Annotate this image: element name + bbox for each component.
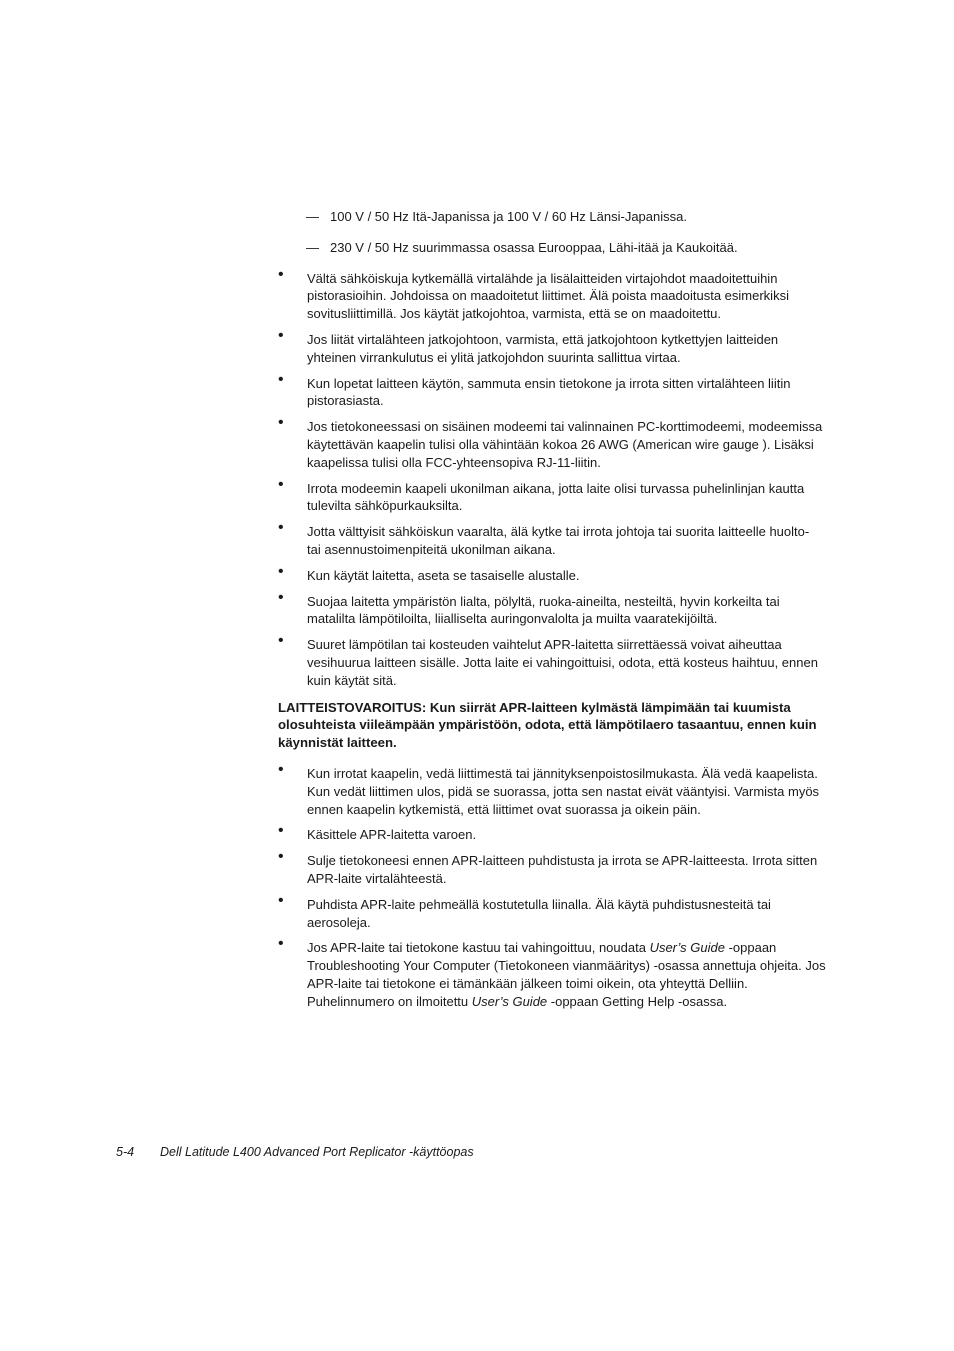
bullet-mark: • xyxy=(278,265,284,283)
page-body xyxy=(278,208,826,1018)
bullet-list-a xyxy=(278,265,826,690)
bullet-item xyxy=(278,265,826,323)
bullet-item xyxy=(278,632,826,689)
bullet-mark: • xyxy=(278,562,284,580)
bullet-mark: • xyxy=(278,414,284,432)
bullet-item xyxy=(278,519,826,559)
bullet-text: Suuret lämpötilan tai kosteuden vaihtelut APR-laitetta siirrettäessä voivat aiheuttaa vesihuurua laitteen sisälle. Jotta laite ei vahingoittuisi, odota, että kosteus haihtuu, ennen kuin käytät sitä. xyxy=(307,637,818,688)
bullet-mark: • xyxy=(278,588,284,606)
bullet-item xyxy=(278,326,826,367)
dash-list-item xyxy=(278,208,826,226)
bullet-mark: • xyxy=(278,475,284,493)
hardware-warning: LAITTEISTOVAROITUS: Kun siirrät APR-laitteen kylmästä lämpimään tai kuumista olosuhteista viileämpään ympäristöön, odota, että lämpötilaero tasaantuu, ennen kuin käynnistät laitteen. xyxy=(278,699,817,751)
bullet-text-part: -oppaan Troubleshooting Your Computer (Tietokoneen vianmääritys) -osassa annettuja ohjeita. Jos APR-laite tai tietokone ei tämänkään jälkeen toimi oikein, ota yhteyttä Delliin. Puhelinnumero on ilmoitettu xyxy=(307,940,826,1009)
page-footer xyxy=(116,1145,474,1159)
dash-mark: — xyxy=(306,239,319,255)
bullet-text-part: -oppaan Getting Help -osassa. xyxy=(547,993,728,1009)
bullet-text: Jotta välttyisit sähköiskun vaaralta, älä kytke tai irrota johtoja tai suorita laitteelle huolto- tai asennustoimenpiteitä ukonilman aikana. xyxy=(307,524,810,557)
guide-title: User’s Guide xyxy=(471,993,548,1009)
dash-list-item xyxy=(278,239,826,257)
dash-item-text: 100 V / 50 Hz Itä-Japanissa ja 100 V / 60 Hz Länsi-Japanissa. xyxy=(330,209,687,224)
bullet-item xyxy=(278,562,826,585)
bullet-item xyxy=(278,891,826,932)
bullet-text: Suojaa laitetta ympäristön lialta, pölyltä, ruoka-aineilta, nesteiltä, hyvin korkeilta tai matalilta lämpötiloilta, liialliselta auringonvalolta ja muilta vaaratekijöiltä. xyxy=(307,593,780,627)
bullet-mark: • xyxy=(278,632,284,650)
bullet-text: Puhdista APR-laite pehmeällä kostutetulla liinalla. Älä käytä puhdistusnesteitä tai aerosoleja. xyxy=(307,896,771,930)
bullet-text: Irrota modeemin kaapeli ukonilman aikana, jotta laite olisi turvassa puhelinlinjan kautta tulevilta sähköpurkauksilta. xyxy=(307,480,805,514)
bullet-text: Käsittele APR-laitetta varoen. xyxy=(307,827,477,843)
bullet-mark: • xyxy=(278,326,284,344)
bullet-item xyxy=(278,588,826,629)
bullet-text: Sulje tietokoneesi ennen APR-laitteen puhdistusta ja irrota se APR-laitteesta. Irrota sitten APR-laite virtalähteestä. xyxy=(307,853,818,886)
bullet-text: Jos tietokoneessasi on sisäinen modeemi tai valinnainen PC-korttimodeemi, modeemissa käytettävän kaapelin tulisi olla vähintään kokoa 26 AWG (American wire gauge ). Lisäksi kaapelissa tulisi olla FCC-yhteensopiva RJ-11-liitin. xyxy=(307,419,823,470)
bullet-list-b xyxy=(278,760,826,1011)
bullet-item xyxy=(278,414,826,471)
bullet-item xyxy=(278,848,826,888)
bullet-mark: • xyxy=(278,848,284,866)
bullet-text: Kun irrotat kaapelin, vedä liittimestä tai jännityksenpoistosilmukasta. Älä vedä kaapelista. Kun vedät liittimen ulos, pidä se suorassa, jotta sen nastat eivät vääntyisi. Varmista myös ennen kaapelin kytkemistä, että liittimet ovat suorassa ja oikein päin. xyxy=(307,765,820,817)
page-number: 5-4 xyxy=(116,1145,135,1159)
bullet-item xyxy=(278,822,826,844)
dash-mark: — xyxy=(306,209,319,224)
bullet-mark: • xyxy=(278,370,284,388)
bullet-mark: • xyxy=(278,822,284,840)
bullet-item xyxy=(278,760,826,818)
bullet-mark: • xyxy=(278,891,284,909)
bullet-item xyxy=(278,935,826,1010)
dash-item-text: 230 V / 50 Hz suurimmassa osassa Eurooppaa, Lähi-itää ja Kaukoitää. xyxy=(330,239,738,255)
bullet-text-part: Jos APR-laite tai tietokone kastuu tai vahingoittuu, noudata xyxy=(307,940,650,956)
bullet-text: Kun käytät laitetta, aseta se tasaiselle alustalle. xyxy=(307,567,580,583)
bullet-text: Kun lopetat laitteen käytön, sammuta ensin tietokone ja irrota sitten virtalähteen liitin pistorasiasta. xyxy=(307,375,791,409)
bullet-text: Jos liität virtalähteen jatkojohtoon, varmista, että jatkojohtoon kytkettyjen laitteiden yhteinen virrankulutus ei ylitä jatkojohdon suurinta sallittua virtaa. xyxy=(307,331,779,365)
bullet-item xyxy=(278,370,826,411)
document-title: Dell Latitude L400 Advanced Port Replicator -käyttöopas xyxy=(160,1145,474,1159)
bullet-item xyxy=(278,475,826,516)
bullet-mark: • xyxy=(278,519,284,537)
bullet-mark: • xyxy=(278,760,284,778)
guide-title: User’s Guide xyxy=(649,940,725,956)
bullet-mark: • xyxy=(278,935,284,953)
bullet-text: Vältä sähköiskuja kytkemällä virtalähde ja lisälaitteiden virtajohdot maadoitettuihin pistorasioihin. Johdoissa on maadoitetut liittimet. Älä poista maadoitusta esimerkiksi sovitusliittimillä. Jos käytät jatkojohtoa, varmista, että se on maadoitettu. xyxy=(307,270,789,322)
